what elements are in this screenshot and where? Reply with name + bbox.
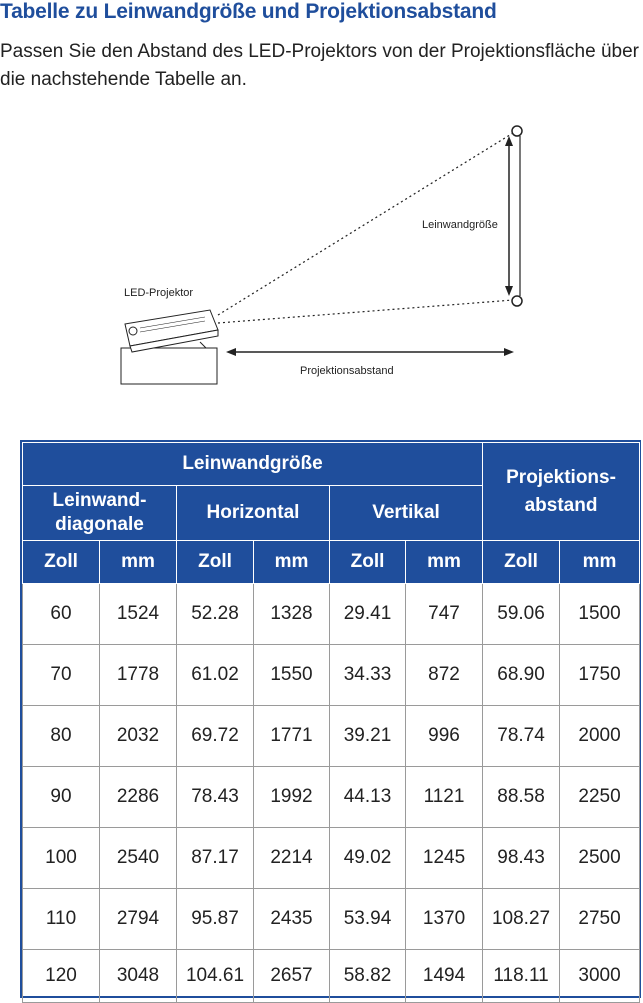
table-cell: 78.43 xyxy=(177,767,254,828)
table-cell: 3000 xyxy=(560,950,640,1003)
table-row xyxy=(23,889,640,950)
unit-zoll: Zoll xyxy=(483,541,560,584)
table-cell: 2794 xyxy=(100,889,177,950)
table-cell: 88.58 xyxy=(483,767,560,828)
table-row xyxy=(23,950,640,1003)
table-row xyxy=(23,767,640,828)
header-vertical: Vertikal xyxy=(330,486,483,541)
screen-size-label: Leinwandgröße xyxy=(422,219,498,231)
table-cell: 1992 xyxy=(254,767,330,828)
header-horizontal: Horizontal xyxy=(177,486,330,541)
table-cell: 2250 xyxy=(560,767,640,828)
table-cell: 108.27 xyxy=(483,889,560,950)
table-cell: 58.82 xyxy=(330,950,406,1003)
table-cell: 87.17 xyxy=(177,828,254,889)
unit-zoll: Zoll xyxy=(330,541,406,584)
table-cell: 872 xyxy=(406,645,483,706)
table-cell: 52.28 xyxy=(177,584,254,645)
table-cell: 118.11 xyxy=(483,950,560,1003)
header-diagonal: Leinwand-diagonale xyxy=(23,486,177,541)
table-cell: 2214 xyxy=(254,828,330,889)
table-cell: 2286 xyxy=(100,767,177,828)
unit-mm: mm xyxy=(254,541,330,584)
table-cell: 2500 xyxy=(560,828,640,889)
table-cell: 1328 xyxy=(254,584,330,645)
projector-label: LED-Projektor xyxy=(124,287,194,299)
table-cell: 39.21 xyxy=(330,706,406,767)
table-cell: 2000 xyxy=(560,706,640,767)
projector-stand xyxy=(121,348,217,384)
table-row xyxy=(23,706,640,767)
table-cell: 996 xyxy=(406,706,483,767)
table-cell: 2435 xyxy=(254,889,330,950)
table-cell: 120 xyxy=(23,950,100,1003)
unit-mm: mm xyxy=(406,541,483,584)
table-cell: 60 xyxy=(23,584,100,645)
table-cell: 3048 xyxy=(100,950,177,1003)
table-cell: 34.33 xyxy=(330,645,406,706)
table-cell: 1524 xyxy=(100,584,177,645)
header-screen-size: Leinwandgröße xyxy=(23,443,483,486)
table-body xyxy=(23,584,640,1003)
table-cell: 90 xyxy=(23,767,100,828)
table-cell: 100 xyxy=(23,828,100,889)
screen-top-point xyxy=(512,126,522,136)
table-cell: 747 xyxy=(406,584,483,645)
table-row xyxy=(23,645,640,706)
table-cell: 1245 xyxy=(406,828,483,889)
table-cell: 110 xyxy=(23,889,100,950)
table-cell: 70 xyxy=(23,645,100,706)
table-cell: 1778 xyxy=(100,645,177,706)
table-cell: 49.02 xyxy=(330,828,406,889)
beam-bottom xyxy=(218,300,513,323)
table-cell: 59.06 xyxy=(483,584,560,645)
unit-mm: mm xyxy=(560,541,640,584)
table-row xyxy=(23,828,640,889)
table-cell: 2657 xyxy=(254,950,330,1003)
table-cell: 1771 xyxy=(254,706,330,767)
distance-table-wrapper xyxy=(20,440,641,998)
header-projection-distance: Projektions-abstand xyxy=(483,443,640,541)
table-cell: 104.61 xyxy=(177,950,254,1003)
table-cell: 2750 xyxy=(560,889,640,950)
table-cell: 1750 xyxy=(560,645,640,706)
table-cell: 44.13 xyxy=(330,767,406,828)
unit-zoll: Zoll xyxy=(23,541,100,584)
unit-zoll: Zoll xyxy=(177,541,254,584)
table-cell: 29.41 xyxy=(330,584,406,645)
table-cell: 98.43 xyxy=(483,828,560,889)
projection-diagram xyxy=(0,110,643,400)
screen-bottom-point xyxy=(512,296,522,306)
projector-icon xyxy=(125,310,218,352)
page-title: Tabelle zu Leinwandgröße und Projektionsabstand xyxy=(0,0,497,23)
distance-label: Projektionsabstand xyxy=(300,365,394,377)
table-cell: 2032 xyxy=(100,706,177,767)
table-cell: 68.90 xyxy=(483,645,560,706)
table-cell: 95.87 xyxy=(177,889,254,950)
table-cell: 1494 xyxy=(406,950,483,1003)
table-cell: 1121 xyxy=(406,767,483,828)
table-row xyxy=(23,584,640,645)
table-cell: 1370 xyxy=(406,889,483,950)
unit-mm: mm xyxy=(100,541,177,584)
table-cell: 78.74 xyxy=(483,706,560,767)
table-cell: 61.02 xyxy=(177,645,254,706)
table-cell: 1500 xyxy=(560,584,640,645)
table-cell: 1550 xyxy=(254,645,330,706)
distance-table xyxy=(22,442,640,1003)
table-cell: 80 xyxy=(23,706,100,767)
intro-text: Passen Sie den Abstand des LED-Projektors von der Projektionsfläche über die nachstehende Tabelle an. xyxy=(0,41,639,90)
table-cell: 69.72 xyxy=(177,706,254,767)
table-cell: 2540 xyxy=(100,828,177,889)
table-cell: 53.94 xyxy=(330,889,406,950)
